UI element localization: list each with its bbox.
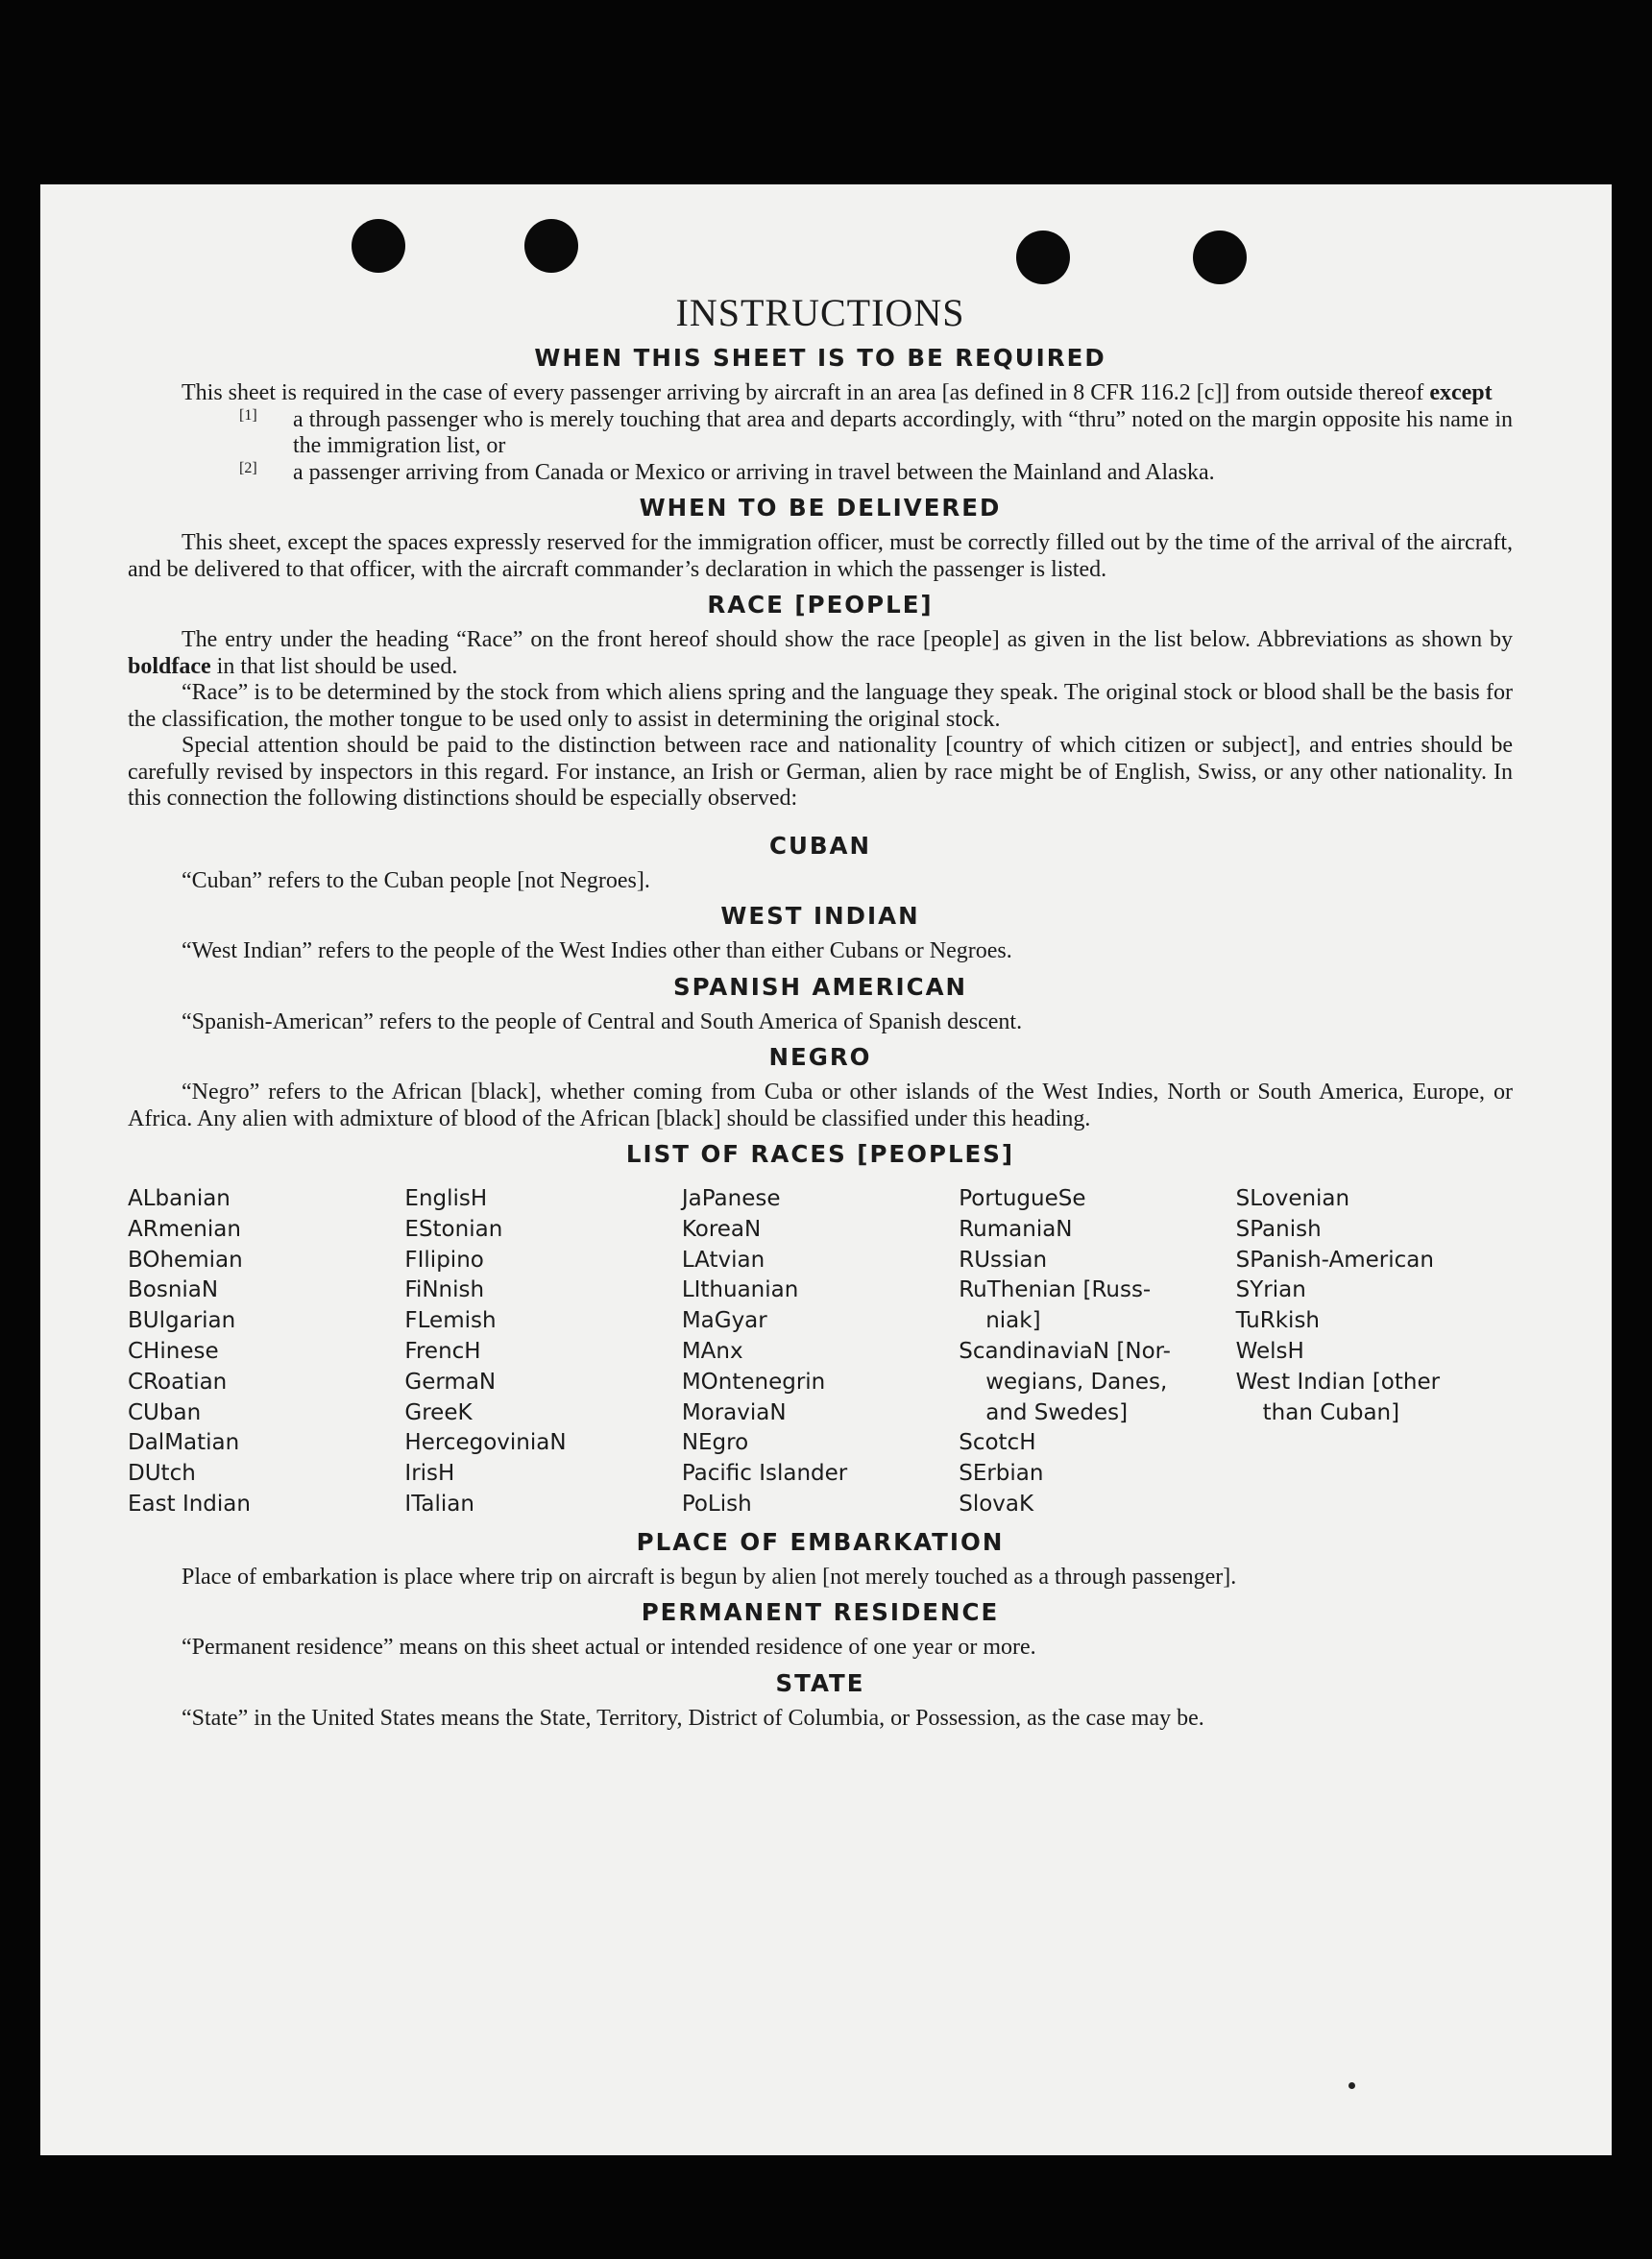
item-number: [1] — [239, 406, 257, 424]
race-entry: BUlgarian — [128, 1308, 236, 1334]
race-entry: FLemish — [404, 1308, 497, 1334]
race-entry: West Indian [other — [1235, 1369, 1441, 1395]
race-entry: EnglisH — [404, 1186, 488, 1211]
document-page — [40, 184, 1612, 2155]
race-entry: GreeK — [404, 1399, 473, 1425]
race-entry: PoLish — [681, 1491, 752, 1517]
race-entry-continued: and Swedes] — [985, 1399, 1129, 1425]
race-paragraph-3: Special attention should be paid to the distinction between race and nationality [country of which citizen or subject], and entries should be carefully revised by inspectors in this regard. For instance, an Irish or German, alien by race might be of English, Swiss, or any other nationality. In this connection the following distinctions should be especially observed: — [128, 733, 1513, 811]
race-entry: ITalian — [404, 1491, 474, 1517]
race-entry: KoreaN — [681, 1216, 762, 1242]
races-column — [1236, 1184, 1513, 1520]
heading-list-of-races: LIST OF RACES [PEOPLES] — [625, 1140, 1015, 1168]
page-title: INSTRUCTIONS — [675, 291, 965, 334]
race-entry: RuThenian [Russ- — [959, 1277, 1152, 1303]
heading-state: STATE — [775, 1668, 865, 1697]
race-entry: DalMatian — [128, 1430, 240, 1456]
item-text: a passenger arriving from Canada or Mexico or arriving in travel between the Mainland and Alaska. — [293, 459, 1215, 485]
race-entry: East Indian — [128, 1491, 251, 1517]
race-entry: DUtch — [128, 1461, 196, 1487]
spanish-american-text: “Spanish-American” refers to the people of Central and South America of Spanish descent. — [182, 1008, 1023, 1034]
heading-when-required: WHEN THIS SHEET IS TO BE REQUIRED — [534, 344, 1106, 372]
state-text: “State” in the United States means the State, Territory, District of Columbia, or Possession, as the case may be. — [182, 1705, 1204, 1731]
race-entry: JaPanese — [681, 1186, 781, 1211]
race-entry: MOntenegrin — [681, 1369, 826, 1395]
race-entry: SPanish — [1235, 1216, 1322, 1242]
race-entry: SYrian — [1235, 1277, 1306, 1303]
exception-item — [239, 407, 1513, 460]
delivered-text: This sheet, except the spaces expressly reserved for the immigration officer, must be correctly filled out by the time of the arrival of the aircraft, and be delivered to that officer, with the aircraft commander’s declaration in which the passenger is listed. — [128, 530, 1513, 582]
race-entry: FIlipino — [404, 1247, 484, 1273]
race-entry: FrencH — [404, 1338, 481, 1364]
race-entry: TuRkish — [1235, 1308, 1321, 1334]
race-paragraph-2: “Race” is to be determined by the stock from which aliens spring and the language they speak. The original stock or blood shall be the basis for the classification, the mother tongue to be used only to assist in determining the original stock. — [128, 680, 1513, 732]
cuban-text: “Cuban” refers to the Cuban people [not Negroes]. — [182, 867, 650, 893]
race-entry: RumaniaN — [959, 1216, 1073, 1242]
heading-negro: NEGRO — [768, 1043, 872, 1071]
item-text: a through passenger who is merely touching that area and departs accordingly, with “thru” noted on the margin opposite his name in the immigration list, or — [293, 406, 1513, 458]
instructions-content — [128, 290, 1513, 1732]
negro-text: “Negro” refers to the African [black], whether coming from Cuba or other islands of the West Indies, North or South America, Europe, or Africa. Any alien with admixture of blood of the African [black] should be classified under this heading. — [128, 1080, 1513, 1131]
heading-place-of-embarkation: PLACE OF EMBARKATION — [636, 1527, 1005, 1556]
race-entry: MoraviaN — [681, 1399, 787, 1425]
race-entry: SErbian — [959, 1461, 1044, 1487]
race-entry: HercegoviniaN — [404, 1430, 567, 1456]
binder-hole — [1016, 231, 1070, 284]
race-entry: LIthuanian — [681, 1277, 799, 1303]
race-entry: ARmenian — [128, 1216, 241, 1242]
required-intro: This sheet is required in the case of every passenger arriving by aircraft in an area [as defined in 8 CFR 116.2 [c]] from outside thereof except — [182, 380, 1493, 405]
binder-hole — [352, 219, 405, 273]
race-entry: PortugueSe — [959, 1186, 1086, 1211]
heading-when-delivered: WHEN TO BE DELIVERED — [639, 494, 1002, 522]
races-column — [682, 1184, 959, 1520]
binder-hole — [1193, 231, 1247, 284]
race-entry: BOhemian — [128, 1247, 243, 1273]
heading-race: RACE [PEOPLE] — [707, 591, 934, 619]
race-entry-continued: niak] — [985, 1308, 1041, 1334]
race-entry: SLovenian — [1235, 1186, 1350, 1211]
race-entry: Pacific Islander — [681, 1461, 848, 1487]
embarkation-text: Place of embarkation is place where trip on aircraft is begun by alien [not merely touched as a through passenger]. — [182, 1564, 1237, 1590]
race-entry: GermaN — [404, 1369, 497, 1395]
race-entry: ALbanian — [128, 1186, 231, 1211]
race-entry: ScotcH — [959, 1430, 1036, 1456]
race-paragraph-1: The entry under the heading “Race” on the front hereof should show the race [people] as given in the list below. Abbreviations as shown by boldface in that list should be used. — [128, 627, 1513, 679]
race-entry-continued: than Cuban] — [1262, 1399, 1400, 1425]
race-entry: NEgro — [681, 1430, 749, 1456]
races-column — [404, 1184, 681, 1520]
race-entry: BosniaN — [128, 1277, 219, 1303]
race-entry: EStonian — [404, 1216, 503, 1242]
race-entry: WelsH — [1235, 1338, 1304, 1364]
races-column — [959, 1184, 1235, 1520]
race-entry: SlovaK — [959, 1491, 1034, 1517]
race-entry: MAnx — [681, 1338, 743, 1364]
race-entry: FiNnish — [404, 1277, 485, 1303]
exception-item — [239, 460, 1513, 487]
speck — [1348, 2082, 1355, 2089]
heading-west-indian: WEST INDIAN — [720, 902, 920, 930]
race-entry: IrisH — [404, 1461, 455, 1487]
west-indian-text: “West Indian” refers to the people of the West Indies other than either Cubans or Negroes. — [182, 938, 1012, 963]
race-entry: RUssian — [959, 1247, 1048, 1273]
race-entry: CRoatian — [128, 1369, 228, 1395]
race-entry-continued: wegians, Danes, — [985, 1369, 1168, 1395]
heading-cuban: CUBAN — [768, 831, 871, 860]
residence-text: “Permanent residence” means on this sheet actual or intended residence of one year or more. — [182, 1635, 1036, 1661]
binder-hole — [524, 219, 578, 273]
race-entry: CUban — [128, 1399, 202, 1425]
race-entry: SPanish-American — [1235, 1247, 1434, 1273]
races-column — [128, 1184, 404, 1520]
race-entry: MaGyar — [681, 1308, 767, 1334]
race-entry: CHinese — [128, 1338, 219, 1364]
race-entry: ScandinaviaN [Nor- — [959, 1338, 1171, 1364]
heading-spanish-american: SPANISH AMERICAN — [672, 972, 968, 1001]
item-number: [2] — [239, 459, 257, 476]
races-list — [128, 1184, 1513, 1520]
heading-permanent-residence: PERMANENT RESIDENCE — [641, 1598, 1000, 1627]
race-entry: LAtvian — [681, 1247, 765, 1273]
